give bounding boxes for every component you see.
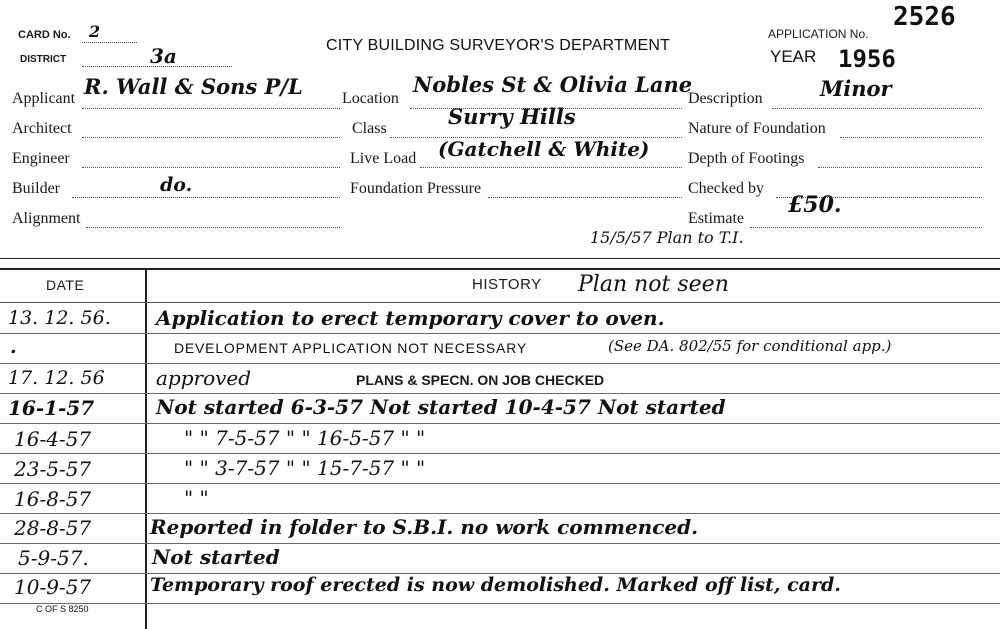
row-rule (0, 333, 1000, 334)
history-row-text: Application to erect temporary cover to oven. (156, 306, 665, 330)
history-row-text: Not started 6-3-57 Not started 10-4-57 Not started (156, 395, 726, 419)
history-column-header: HISTORY (472, 276, 542, 293)
history-row-date: 16-4-57 (14, 427, 92, 451)
depth-of-footings-underline (818, 167, 982, 168)
development-note-handwritten: (See DA. 802/55 for conditional app.) (608, 337, 892, 355)
row-rule (0, 363, 1000, 364)
class-value: Surry Hills (448, 104, 576, 129)
plans-note: PLANS & SPECN. ON JOB CHECKED (356, 372, 605, 388)
architect-underline (82, 137, 340, 138)
live-load-value: (Gatchell & White) (438, 137, 650, 161)
date-column-header: DATE (46, 277, 85, 293)
section-divider-bottom (0, 268, 1000, 270)
district-label: DISTRICT (20, 54, 67, 65)
history-row-date: 16-8-57 (14, 487, 92, 511)
row-rule (0, 543, 1000, 544)
history-row-text: approved (156, 366, 252, 390)
location-value: Nobles St & Olivia Lane (413, 72, 693, 97)
builder-value: do. (160, 174, 193, 196)
history-row-date: 10-9-57 (14, 575, 92, 599)
alignment-label: Alignment (12, 210, 81, 227)
application-no-label: APPLICATION No. (768, 27, 869, 41)
foundation-pressure-label: Foundation Pressure (350, 180, 482, 197)
history-row-date: 13. 12. 56. (8, 307, 111, 329)
row-rule (0, 393, 1000, 394)
history-row-date: . (10, 336, 17, 358)
live-load-label: Live Load (350, 150, 417, 167)
class-label: Class (352, 120, 387, 137)
applicant-value: R. Wall & Sons P/L (84, 74, 303, 99)
engineer-label: Engineer (12, 150, 70, 167)
location-label: Location (342, 90, 399, 107)
applicant-label: Applicant (12, 90, 76, 107)
application-no-value: 2526 (893, 2, 956, 32)
history-note: Plan not seen (578, 272, 729, 297)
row-rule (0, 483, 1000, 484)
description-underline (772, 108, 982, 109)
alignment-underline (86, 227, 340, 228)
nature-of-foundation-label: Nature of Foundation (688, 120, 826, 137)
form-code: C OF S 8250 (36, 604, 89, 614)
history-row-text: " " 3-7-57 " " 15-7-57 " " (184, 456, 426, 480)
year-value: 1956 (838, 45, 896, 73)
foundation-pressure-underline (488, 197, 682, 198)
estimate-underline (750, 227, 982, 228)
card-no-label: CARD No. (18, 29, 71, 41)
year-label: YEAR (770, 47, 817, 66)
history-row-text: Temporary roof erected is now demolished. Marked off list, card. (150, 574, 841, 596)
card-no-underline (82, 42, 137, 43)
header-row-line (0, 302, 1000, 303)
checked-by-label: Checked by (688, 180, 764, 197)
card-no-value: 2 (89, 22, 101, 41)
row-rule (0, 603, 1000, 604)
district-value: 3a (150, 44, 177, 68)
history-row-text: " " (184, 486, 209, 510)
history-row-date: 5-9-57. (18, 546, 89, 570)
builder-label: Builder (12, 180, 60, 197)
applicant-underline (82, 108, 340, 109)
row-rule (0, 423, 1000, 424)
development-note: DEVELOPMENT APPLICATION NOT NECESSARY (174, 340, 527, 356)
engineer-underline (82, 167, 340, 168)
estimate-value: £50. (788, 192, 842, 218)
builder-underline (72, 197, 340, 198)
description-label: Description (688, 90, 763, 107)
history-row-date: 28-8-57 (14, 516, 92, 540)
history-row-date: 23-5-57 (14, 457, 92, 481)
date-column-divider (145, 270, 147, 629)
history-row-date: 17. 12. 56 (8, 367, 105, 389)
department-title: CITY BUILDING SURVEYOR'S DEPARTMENT (326, 37, 671, 54)
plan-note: 15/5/57 Plan to T.I. (590, 228, 744, 247)
section-divider-top (0, 258, 1000, 259)
history-row-text: Not started (152, 545, 280, 569)
row-rule (0, 453, 1000, 454)
architect-label: Architect (12, 120, 72, 137)
description-value: Minor (820, 76, 892, 101)
depth-of-footings-label: Depth of Footings (688, 150, 805, 167)
history-row-date: 16-1-57 (8, 396, 95, 420)
history-row-text: Reported in folder to S.B.I. no work commenced. (150, 515, 699, 539)
nature-of-foundation-underline (840, 137, 982, 138)
history-row-text: " " 7-5-57 " " 16-5-57 " " (184, 426, 426, 450)
estimate-label: Estimate (688, 210, 744, 227)
live-load-underline (420, 167, 682, 168)
row-rule (0, 513, 1000, 514)
